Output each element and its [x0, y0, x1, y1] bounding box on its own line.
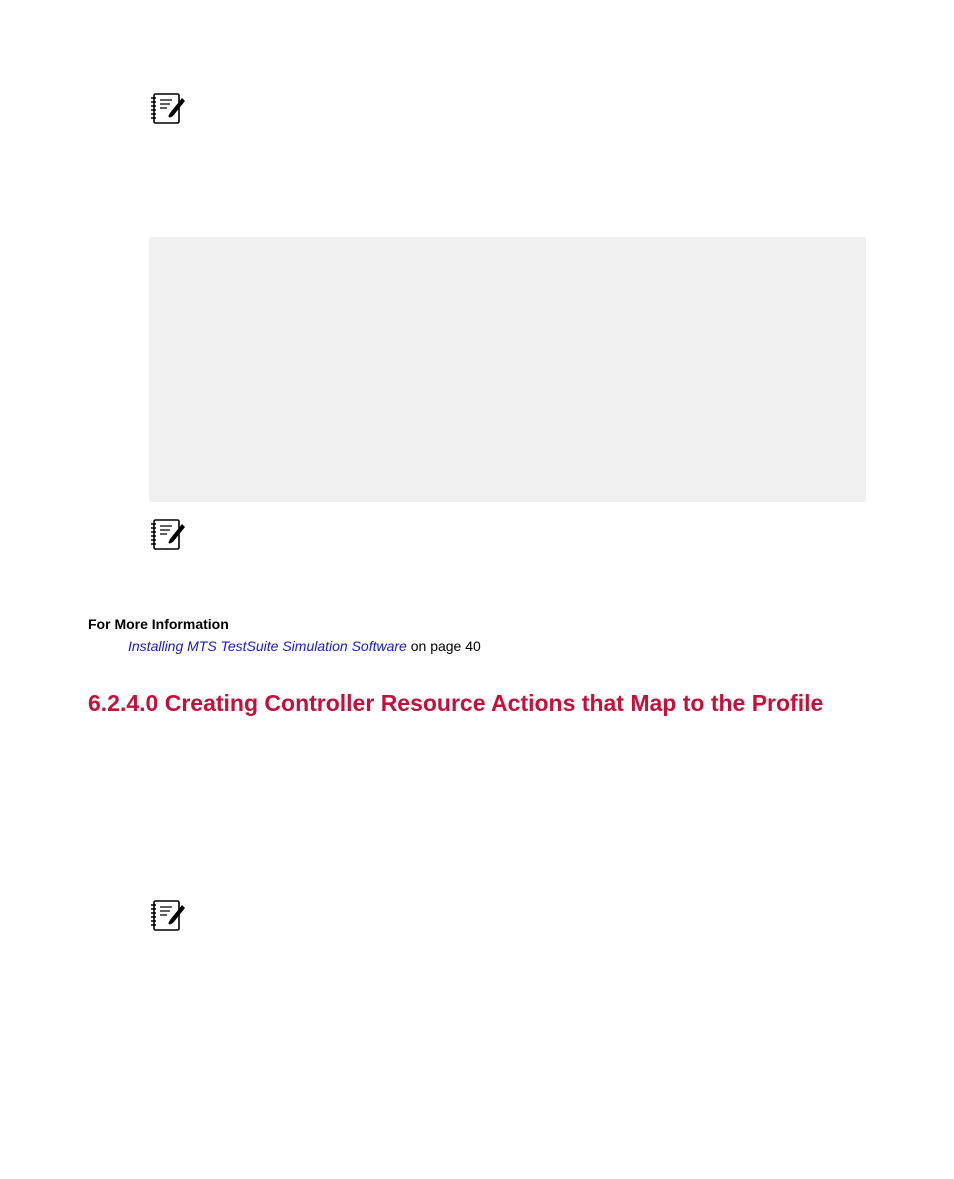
note-icon	[150, 898, 186, 932]
more-info-reference	[128, 637, 481, 655]
note-icon	[150, 91, 186, 125]
note-icon	[150, 517, 186, 551]
section-heading: 6.2.4.0 Creating Controller Resource Actions that Map to the Profile	[88, 690, 824, 716]
more-info-heading: For More Information	[88, 616, 229, 632]
shaded-block	[149, 237, 866, 502]
installing-simulation-software-link[interactable]: Installing MTS TestSuite Simulation Software	[128, 638, 407, 654]
page-reference: on page 40	[406, 638, 481, 654]
